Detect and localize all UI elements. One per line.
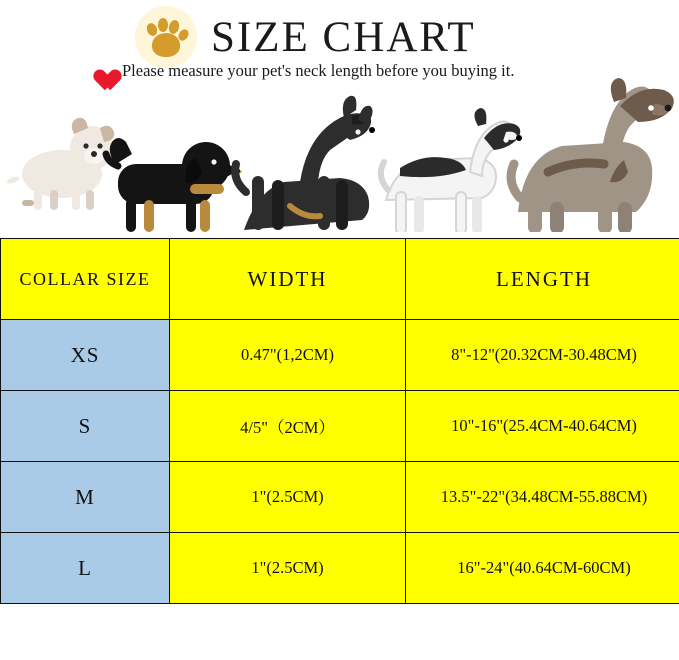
length-cell-xs: 8"-12"(20.32CM-30.48CM) [406,320,679,391]
greyhound [381,108,522,232]
column-header-width: WIDTH [170,239,406,320]
dachshund [106,138,242,232]
length-cell-l: 16"-24"(40.64CM-60CM) [406,533,679,604]
table-row [1,462,679,533]
page-title: SIZE CHART [211,13,476,61]
width-cell-s: 4/5"（2CM） [170,391,406,462]
size-cell-l: L [1,533,170,604]
width-cell-xs: 0.47"(1,2CM) [170,320,406,391]
column-header-collar-size: COLLAR SIZE [1,239,170,320]
size-cell-s: S [1,391,170,462]
doberman [235,96,375,230]
width-cell-l: 1"(2.5CM) [170,533,406,604]
subtitle-text: Please measure your pet's neck length before you buying it. [122,61,515,80]
size-chart-table [0,238,679,604]
size-cell-xs: XS [1,320,170,391]
length-cell-m: 13.5"-22"(34.48CM-55.88CM) [406,462,679,533]
table-row [1,533,679,604]
wirehaired-pointing-griffon [511,78,674,232]
small-white-dog [6,118,114,210]
dog-illustrations [0,72,679,232]
size-cell-m: M [1,462,170,533]
column-header-length: LENGTH [406,239,679,320]
table-row [1,320,679,391]
header [0,0,679,232]
table-header-row [1,239,679,320]
width-cell-m: 1"(2.5CM) [170,462,406,533]
table-row [1,391,679,462]
length-cell-s: 10"-16"(25.4CM-40.64CM) [406,391,679,462]
